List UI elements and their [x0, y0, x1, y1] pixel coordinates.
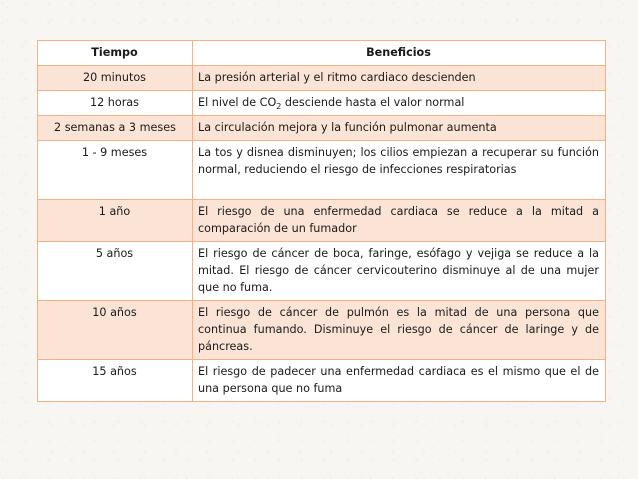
- time-cell: 20 minutos: [38, 66, 193, 91]
- time-cell: 5 años: [38, 242, 193, 301]
- table-row: [38, 66, 606, 91]
- benefit-cell: El riesgo de una enfermedad cardiaca se reduce a la mitad a comparación de un fumador: [193, 200, 606, 242]
- table-row: [38, 116, 606, 141]
- benefit-cell: [193, 91, 606, 116]
- benefit-cell: El riesgo de padecer una enfermedad cardiaca es el mismo que el de una persona que no fuma: [193, 360, 606, 402]
- time-cell: 10 años: [38, 301, 193, 360]
- subscript-2: 2: [276, 102, 282, 112]
- time-cell: 12 horas: [38, 91, 193, 116]
- time-cell: 1 - 9 meses: [38, 141, 193, 200]
- table-header-row: [38, 41, 606, 66]
- benefits-table-container: [37, 40, 605, 402]
- time-cell: 15 años: [38, 360, 193, 402]
- benefit-cell: La circulación mejora y la función pulmonar aumenta: [193, 116, 606, 141]
- smoking-cessation-benefits-table: [37, 40, 606, 402]
- table-row: [38, 360, 606, 402]
- column-header-time: Tiempo: [38, 41, 193, 66]
- table-row: [38, 200, 606, 242]
- benefit-cell: El riesgo de cáncer de boca, faringe, esófago y vejiga se reduce a la mitad. El riesgo de cáncer cervicouterino disminuye al de una mujer que no fuma.: [193, 242, 606, 301]
- column-header-benefits: Beneficios: [193, 41, 606, 66]
- time-cell: 1 año: [38, 200, 193, 242]
- benefit-cell: La presión arterial y el ritmo cardiaco descienden: [193, 66, 606, 91]
- table-row: [38, 91, 606, 116]
- benefit-text-pre: El nivel de CO: [198, 96, 277, 109]
- benefit-text-post: desciende hasta el valor normal: [281, 96, 465, 109]
- table-row: [38, 301, 606, 360]
- table-row: [38, 242, 606, 301]
- benefit-cell: El riesgo de cáncer de pulmón es la mitad de una persona que continua fumando. Disminuye el riesgo de cáncer de laringe y de páncreas.: [193, 301, 606, 360]
- table-row: [38, 141, 606, 200]
- time-cell: 2 semanas a 3 meses: [38, 116, 193, 141]
- benefit-cell: La tos y disnea disminuyen; los cilios empiezan a recuperar su función normal, reduciendo el riesgo de infecciones respiratorias: [193, 141, 606, 200]
